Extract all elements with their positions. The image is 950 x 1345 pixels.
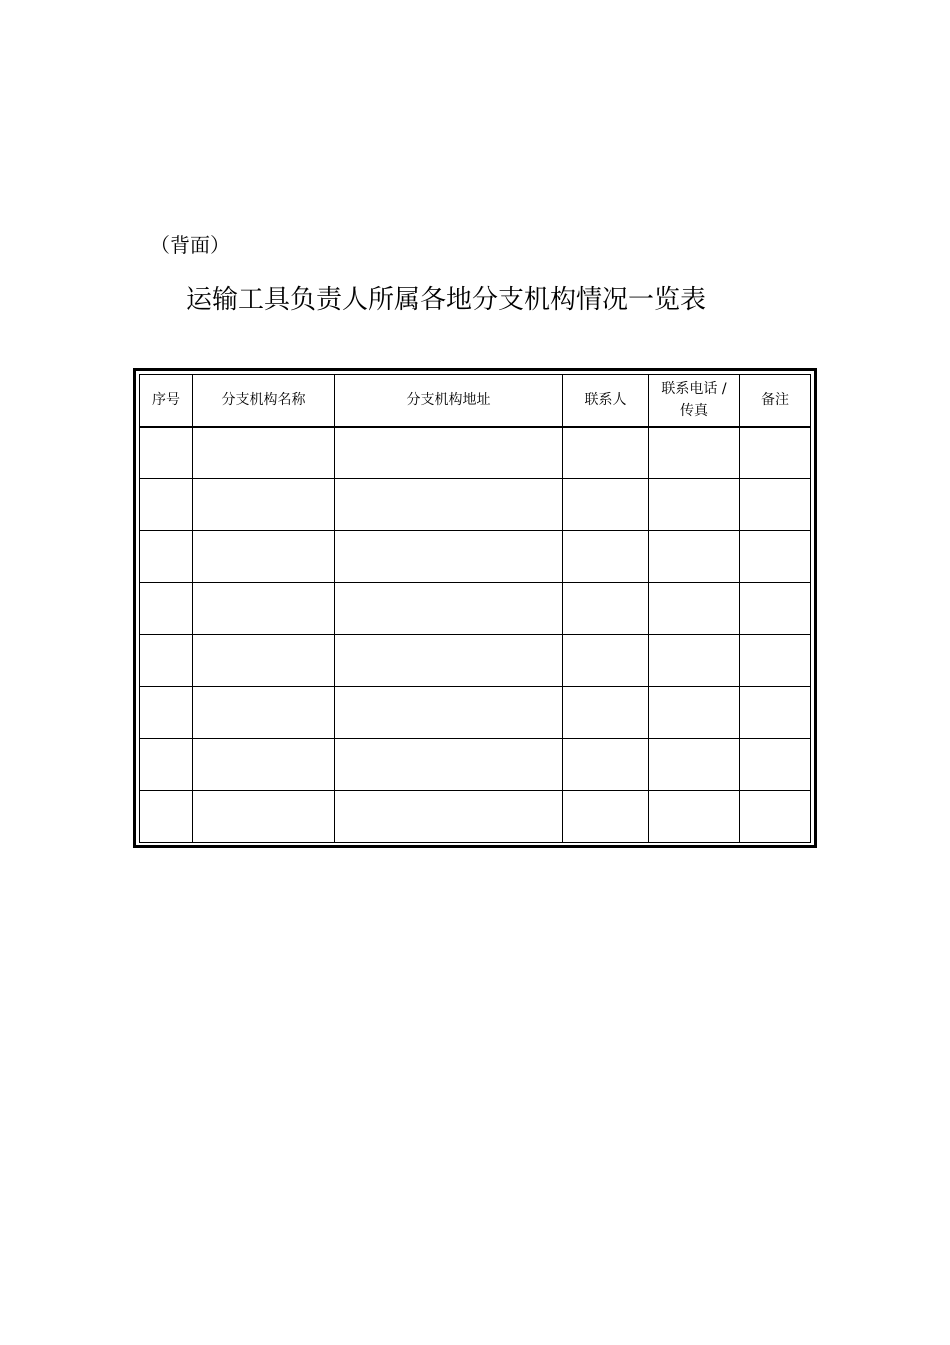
cell-branch-name	[193, 791, 335, 843]
header-phone-fax	[649, 375, 740, 427]
cell-branch-address	[335, 531, 563, 583]
cell-phone-fax	[649, 791, 740, 843]
cell-seq	[140, 479, 193, 531]
header-branch-address: 分支机构地址	[335, 375, 563, 427]
table-row	[140, 427, 811, 479]
cell-phone-fax	[649, 583, 740, 635]
cell-branch-address	[335, 583, 563, 635]
table-row	[140, 635, 811, 687]
cell-contact	[563, 687, 649, 739]
cell-note	[740, 739, 811, 791]
cell-note	[740, 531, 811, 583]
table-row	[140, 479, 811, 531]
cell-branch-name	[193, 739, 335, 791]
table-row	[140, 583, 811, 635]
cell-phone-fax	[649, 427, 740, 479]
cell-seq	[140, 583, 193, 635]
cell-seq	[140, 791, 193, 843]
cell-contact	[563, 531, 649, 583]
cell-phone-fax	[649, 479, 740, 531]
cell-branch-address	[335, 739, 563, 791]
cell-contact	[563, 791, 649, 843]
table-row	[140, 687, 811, 739]
cell-seq	[140, 531, 193, 583]
cell-contact	[563, 739, 649, 791]
cell-branch-name	[193, 583, 335, 635]
header-note: 备注	[740, 375, 811, 427]
cell-branch-address	[335, 479, 563, 531]
cell-note	[740, 583, 811, 635]
table-header-row	[140, 375, 811, 427]
cell-branch-address	[335, 791, 563, 843]
cell-phone-fax	[649, 635, 740, 687]
cell-branch-address	[335, 427, 563, 479]
table-row	[140, 739, 811, 791]
cell-contact	[563, 635, 649, 687]
cell-seq	[140, 635, 193, 687]
header-contact: 联系人	[563, 375, 649, 427]
cell-note	[740, 791, 811, 843]
cell-branch-name	[193, 479, 335, 531]
cell-branch-name	[193, 427, 335, 479]
table-row	[140, 531, 811, 583]
cell-seq	[140, 687, 193, 739]
cell-note	[740, 427, 811, 479]
branch-table	[139, 374, 811, 843]
cell-contact	[563, 427, 649, 479]
cell-branch-address	[335, 635, 563, 687]
header-branch-name: 分支机构名称	[193, 375, 335, 427]
branch-table-frame	[133, 368, 817, 848]
cell-branch-name	[193, 635, 335, 687]
table-body	[140, 427, 811, 843]
document-title: 运输工具负责人所属各地分支机构情况一览表	[186, 285, 707, 315]
cell-note	[740, 635, 811, 687]
cell-phone-fax	[649, 687, 740, 739]
cell-branch-name	[193, 531, 335, 583]
cell-contact	[563, 479, 649, 531]
back-side-label: （背面）	[150, 233, 230, 257]
cell-branch-address	[335, 687, 563, 739]
cell-branch-name	[193, 687, 335, 739]
table-row	[140, 791, 811, 843]
cell-phone-fax	[649, 739, 740, 791]
cell-phone-fax	[649, 531, 740, 583]
cell-seq	[140, 427, 193, 479]
header-fax-line: 传真	[680, 403, 708, 420]
cell-note	[740, 479, 811, 531]
header-phone-line: 联系电话 /	[661, 381, 727, 398]
cell-note	[740, 687, 811, 739]
header-seq: 序号	[140, 375, 193, 427]
cell-seq	[140, 739, 193, 791]
cell-contact	[563, 583, 649, 635]
